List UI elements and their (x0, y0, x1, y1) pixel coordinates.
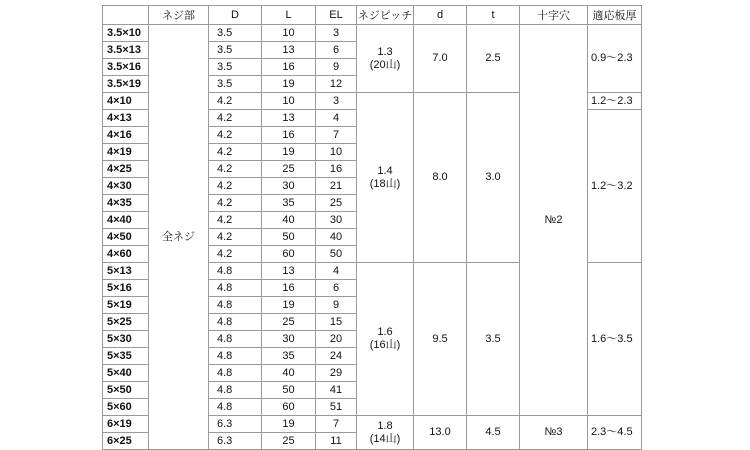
d-cell: 3.5 (209, 25, 262, 42)
plate-cell: 0.9～2.3 (588, 25, 642, 93)
shaft-d-cell: 9.5 (414, 263, 467, 416)
pitch-thread-count: (16山) (369, 339, 401, 351)
el-cell: 9 (316, 297, 357, 314)
d-cell: 4.8 (209, 280, 262, 297)
pitch-value: 1.3 (377, 45, 393, 58)
l-cell: 25 (262, 161, 316, 178)
l-cell: 13 (262, 263, 316, 280)
el-cell: 24 (316, 348, 357, 365)
size-cell: 5×30 (103, 331, 149, 348)
d-cell: 6.3 (209, 433, 262, 450)
cross-recess-cell: №2 (520, 25, 588, 416)
el-cell: 40 (316, 229, 357, 246)
header-cross-recess: 十字穴 (520, 6, 588, 25)
l-cell: 35 (262, 348, 316, 365)
size-cell: 4×50 (103, 229, 149, 246)
el-cell: 7 (316, 416, 357, 433)
size-cell: 3.5×16 (103, 59, 149, 76)
t-cell: 3.0 (467, 93, 520, 263)
header-t: t (467, 6, 520, 25)
l-cell: 19 (262, 297, 316, 314)
header-thread: ネジ部 (149, 6, 209, 25)
l-cell: 30 (262, 178, 316, 195)
shaft-d-cell: 7.0 (414, 25, 467, 93)
el-cell: 6 (316, 280, 357, 297)
l-cell: 60 (262, 399, 316, 416)
el-cell: 6 (316, 42, 357, 59)
pitch-thread-count: (14山) (369, 432, 401, 445)
d-cell: 4.8 (209, 382, 262, 399)
header-row (103, 6, 642, 25)
size-cell: 4×16 (103, 127, 149, 144)
el-cell: 4 (316, 263, 357, 280)
size-cell: 4×10 (103, 93, 149, 110)
size-cell: 5×60 (103, 399, 149, 416)
l-cell: 13 (262, 110, 316, 127)
size-cell: 4×60 (103, 246, 149, 263)
d-cell: 4.8 (209, 399, 262, 416)
l-cell: 16 (262, 127, 316, 144)
el-cell: 7 (316, 127, 357, 144)
size-cell: 3.5×10 (103, 25, 149, 42)
pitch-value: 1.4 (377, 164, 393, 177)
screw-spec-table (102, 5, 642, 450)
d-cell: 4.8 (209, 297, 262, 314)
pitch-cell (357, 416, 414, 450)
size-cell: 5×19 (103, 297, 149, 314)
el-cell: 29 (316, 365, 357, 382)
t-cell: 2.5 (467, 25, 520, 93)
el-cell: 3 (316, 25, 357, 42)
el-cell: 16 (316, 161, 357, 178)
d-cell: 4.2 (209, 212, 262, 229)
size-cell: 4×19 (103, 144, 149, 161)
table-row (103, 25, 642, 42)
thread-type-cell: 全ネジ (149, 25, 209, 450)
pitch-cell (357, 93, 414, 263)
d-cell: 4.8 (209, 365, 262, 382)
header-length: L (262, 6, 316, 25)
d-cell: 4.8 (209, 331, 262, 348)
size-cell: 4×40 (103, 212, 149, 229)
size-cell: 6×25 (103, 433, 149, 450)
l-cell: 25 (262, 314, 316, 331)
l-cell: 13 (262, 42, 316, 59)
pitch-cell (357, 25, 414, 93)
l-cell: 50 (262, 382, 316, 399)
header-d: d (414, 6, 467, 25)
size-cell: 5×25 (103, 314, 149, 331)
el-cell: 51 (316, 399, 357, 416)
el-cell: 20 (316, 331, 357, 348)
el-cell: 3 (316, 93, 357, 110)
plate-cell: 1.2～3.2 (588, 110, 642, 263)
d-cell: 4.2 (209, 110, 262, 127)
size-cell: 3.5×19 (103, 76, 149, 93)
el-cell: 50 (316, 246, 357, 263)
d-cell: 6.3 (209, 416, 262, 433)
el-cell: 4 (316, 110, 357, 127)
l-cell: 35 (262, 195, 316, 212)
d-cell: 4.2 (209, 127, 262, 144)
pitch-value: 1.8 (377, 419, 393, 432)
t-cell: 4.5 (467, 416, 520, 450)
d-cell: 4.2 (209, 246, 262, 263)
size-cell: 5×50 (103, 382, 149, 399)
l-cell: 25 (262, 433, 316, 450)
shaft-d-cell: 8.0 (414, 93, 467, 263)
l-cell: 60 (262, 246, 316, 263)
l-cell: 30 (262, 331, 316, 348)
el-cell: 41 (316, 382, 357, 399)
plate-cell: 2.3～4.5 (588, 416, 642, 450)
l-cell: 16 (262, 59, 316, 76)
plate-cell: 1.2～2.3 (588, 93, 642, 110)
t-cell: 3.5 (467, 263, 520, 416)
l-cell: 10 (262, 93, 316, 110)
size-cell: 4×25 (103, 161, 149, 178)
pitch-thread-count: (20山) (369, 58, 401, 71)
l-cell: 40 (262, 212, 316, 229)
header-head-diameter: D (209, 6, 262, 25)
l-cell: 10 (262, 25, 316, 42)
d-cell: 3.5 (209, 76, 262, 93)
header-plate-thickness: 適応板厚 (588, 6, 642, 25)
size-cell: 5×40 (103, 365, 149, 382)
d-cell: 4.8 (209, 314, 262, 331)
plate-cell: 1.6～3.5 (588, 263, 642, 416)
pitch-thread-count: (18山) (369, 177, 401, 190)
el-cell: 11 (316, 433, 357, 450)
el-cell: 10 (316, 144, 357, 161)
l-cell: 40 (262, 365, 316, 382)
d-cell: 4.2 (209, 93, 262, 110)
el-cell: 30 (316, 212, 357, 229)
d-cell: 4.2 (209, 161, 262, 178)
cross-recess-cell: №3 (520, 416, 588, 450)
header-effective-length: EL (316, 6, 357, 25)
el-cell: 12 (316, 76, 357, 93)
pitch-cell (357, 263, 414, 416)
shaft-d-cell: 13.0 (414, 416, 467, 450)
l-cell: 16 (262, 280, 316, 297)
d-cell: 4.2 (209, 229, 262, 246)
header-pitch: ネジピッチ (357, 6, 414, 25)
d-cell: 3.5 (209, 59, 262, 76)
d-cell: 4.2 (209, 195, 262, 212)
d-cell: 3.5 (209, 42, 262, 59)
pitch-value: 1.6 (377, 326, 393, 338)
l-cell: 19 (262, 144, 316, 161)
size-cell: 5×13 (103, 263, 149, 280)
el-cell: 9 (316, 59, 357, 76)
size-cell: 5×16 (103, 280, 149, 297)
el-cell: 25 (316, 195, 357, 212)
d-cell: 4.2 (209, 144, 262, 161)
size-cell: 6×19 (103, 416, 149, 433)
size-cell: 4×13 (103, 110, 149, 127)
l-cell: 19 (262, 76, 316, 93)
el-cell: 15 (316, 314, 357, 331)
el-cell: 21 (316, 178, 357, 195)
d-cell: 4.8 (209, 348, 262, 365)
l-cell: 19 (262, 416, 316, 433)
size-cell: 4×35 (103, 195, 149, 212)
d-cell: 4.8 (209, 263, 262, 280)
size-cell: 5×35 (103, 348, 149, 365)
size-cell: 3.5×13 (103, 42, 149, 59)
d-cell: 4.2 (209, 178, 262, 195)
size-cell: 4×30 (103, 178, 149, 195)
l-cell: 50 (262, 229, 316, 246)
header-size (103, 6, 149, 25)
